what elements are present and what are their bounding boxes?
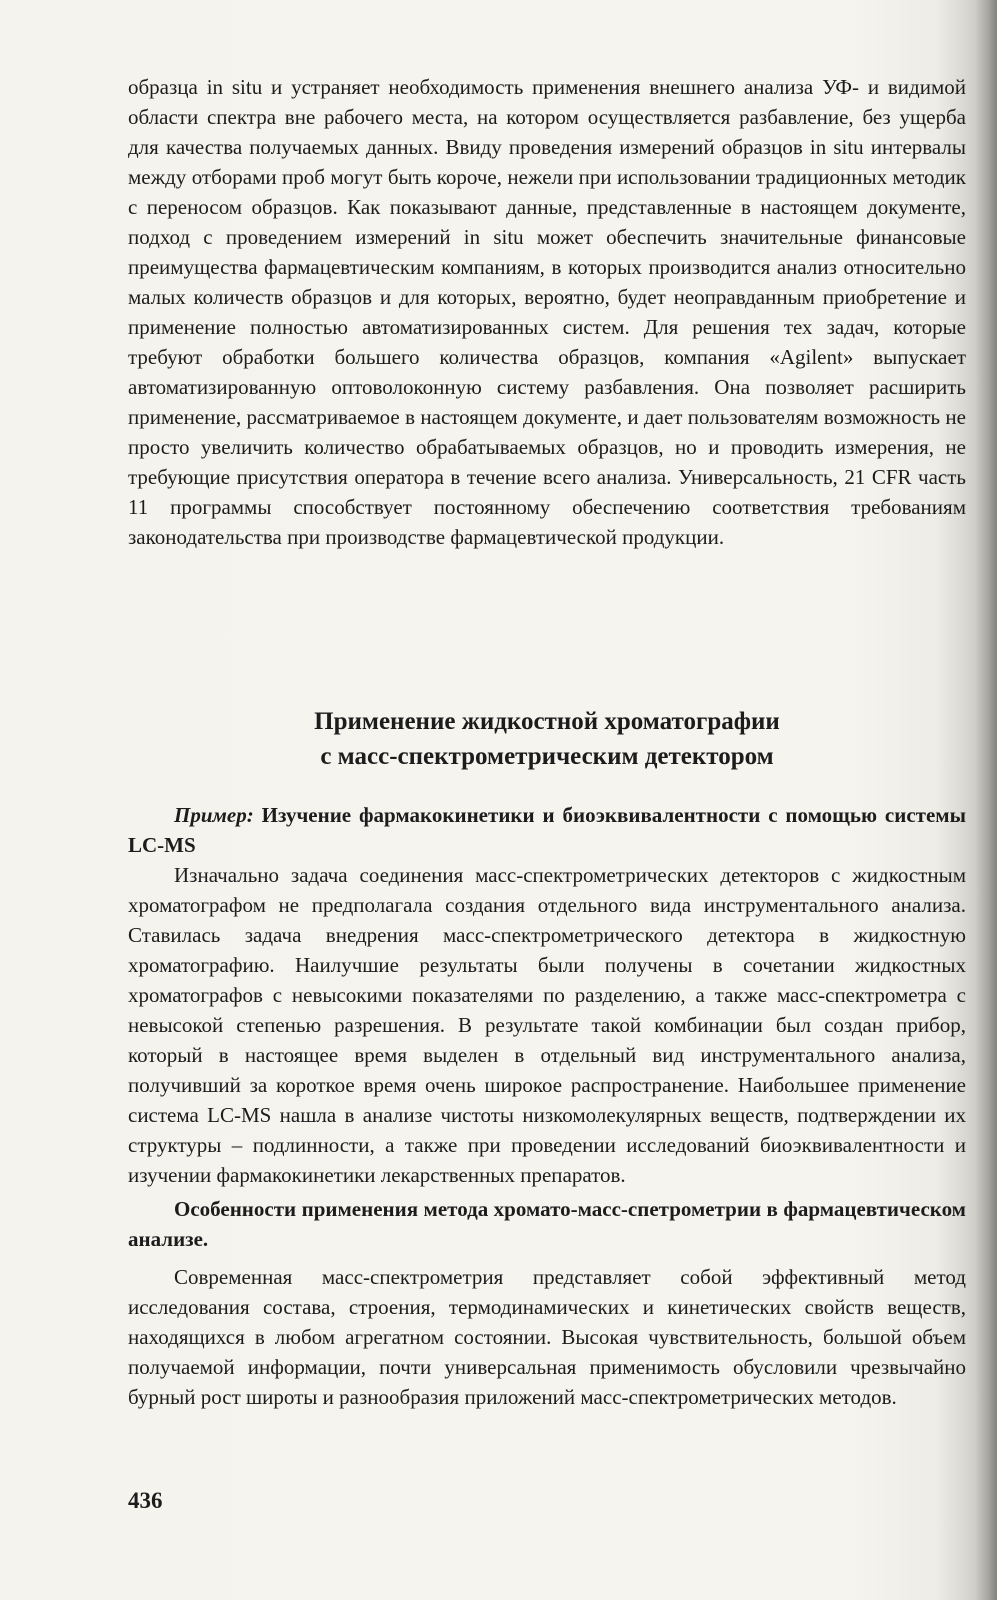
- paragraph-gap: [128, 1254, 966, 1262]
- intro-paragraph: образца in situ и устраняет необходимость применения внешнего анализа УФ- и видимой области спектра вне рабочего места, на котором осуществляется разбавление, без ущерба для качества получаемых данных. Ввиду проведения измерений образцов in situ интервалы между отборами проб могут быть короче, нежели при использовании традиционных методик с переносом образцов. Как показывают данные, представленные в настоящем документе, подход с проведением измерений in situ может обеспечить значительные финансовые преимущества фармацевтическим компаниям, в которых производится анализ относительно малых количеств образцов и для которых, вероятно, будет неоправданным приобретение и применение полностью автоматизированных систем. Для решения тех задач, которые требуют обработки большего количества образцов, компания «Agilent» выпускает автоматизированную оптоволоконную систему разбавления. Она позволяет расширить применение, рассматриваемое в настоящем документе, и дает пользователям возможность не просто увеличить количество обрабатываемых образцов, но и проводить измерения, не требующие присутствия оператора в течение всего анализа. Универсальность, 21 CFR часть 11 программы способствует постоянному обеспечению соответствия требованиям законодательства при производстве фармацевтической продукции.: [128, 75, 966, 549]
- intro-paragraph-block: [128, 72, 966, 552]
- lcms-paragraph: Изначально задача соединения масс-спектрометрических детекторов с жидкостным хроматографом не предполагала создания отдельного вида инструментального анализа. Ставилась задача внедрения масс-спектрометрического детектора в жидкостную хроматографию. Наилучшие результаты были получены в сочетании жидкостных хроматографов с невысокими показателями по разделению, а также масс-спектрометра с невысокой степенью разрешения. В результате такой комбинации был создан прибор, который в настоящее время выделен в отдельный вид инструментального анализа, получивший за короткое время очень широкое распространение. Наибольшее применение система LC-MS нашла в анализе чистоты низкомолекулярных веществ, подтверждении их структуры – подлинности, а также при проведении исследований биоэквивалентности и изучении фармакокинетики лекарственных препаратов.: [128, 863, 966, 1187]
- page-number: 436: [128, 1488, 163, 1513]
- example-label: Пример:: [174, 803, 254, 827]
- section-body: [128, 800, 966, 1412]
- example-title: Изучение фармакокинетики и биоэквивалентности с помощью системы LC-MS: [128, 803, 966, 857]
- example-heading: [128, 800, 966, 860]
- ms-paragraph: Современная масс-спектрометрия представляет собой эффективный метод исследования состава, строения, термодинамических и кинетических свойств веществ, находящихся в любом агрегатном состоянии. Высокая чувствительность, большой объем получаемой информации, почти универсальная применимость обусловили чрезвычайно бурный рост широты и разнообразия приложений масс-спектрометрических методов.: [128, 1265, 966, 1409]
- section-heading: [128, 704, 966, 774]
- section-heading-line-1: Применение жидкостной хроматографии: [314, 708, 780, 735]
- section-heading-line-2: с масс-спектрометрическим детектором: [320, 743, 774, 770]
- binding-shadow: [975, 0, 997, 1600]
- subheading: Особенности применения метода хромато-масс-спетрометрии в фармацевтическом анализе.: [128, 1197, 966, 1251]
